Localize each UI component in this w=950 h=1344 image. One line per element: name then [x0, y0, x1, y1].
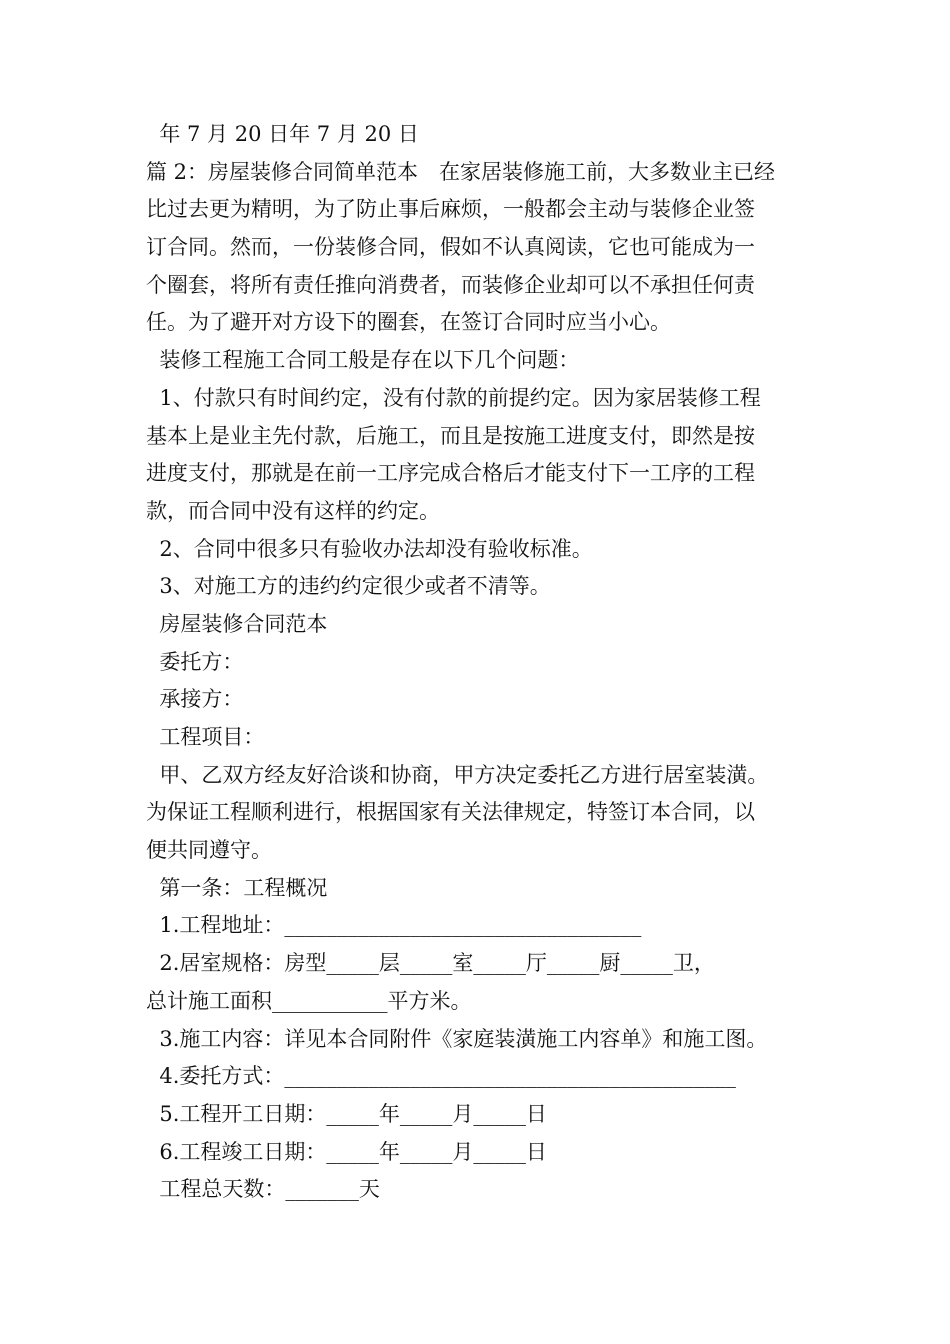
date-line: 年 7 月 20 日年 7 月 20 日 [146, 122, 419, 146]
body-text-line: 个圈套，将所有责任推向消费者，而装修企业却可以不承担任何责 [146, 272, 755, 297]
scope-field: 3.施工内容：详见本合同附件《家庭装潢施工内容单》和施工图。 [146, 1026, 768, 1051]
room-spec-field: 2.居室规格：房型_____层_____室_____厅_____厨_____卫， [146, 951, 715, 976]
commission-field: 4.委托方式：___________________________________________ [146, 1064, 736, 1089]
end-date-field: 6.工程竣工日期：_____年_____月_____日 [146, 1139, 547, 1164]
list-item-2: 2、合同中很多只有验收办法却没有验收标准。 [146, 536, 593, 561]
client-field: 委托方： [146, 649, 244, 674]
body-text-line: 任。为了避开对方设下的圈套，在签订合同时应当小心。 [146, 310, 671, 335]
section-intro-line: 装修工程施工合同工般是存在以下几个问题： [146, 348, 580, 373]
body-text-line: 进度支付，那就是在前一工序完成合格后才能支付下一工序的工程 [146, 461, 755, 486]
article-title-line: 篇 2：房屋装修合同简单范本 在家居装修施工前，大多数业主已经 [146, 159, 776, 184]
list-item-3: 3、对施工方的违约约定很少或者不清等。 [146, 574, 551, 599]
body-text-line: 为保证工程顺利进行，根据国家有关法律规定，特签订本合同，以 [146, 800, 755, 825]
body-text-line: 基本上是业主先付款，后施工，而且是按施工进度支付，即然是按 [146, 423, 755, 448]
project-field: 工程项目： [146, 725, 265, 749]
contractor-field: 承接方： [146, 687, 244, 712]
area-field: 总计施工面积___________平方米。 [146, 988, 472, 1013]
article-heading: 第一条：工程概况 [146, 875, 328, 900]
list-item-1: 1、付款只有时间约定，没有付款的前提约定。因为家居装修工程 [146, 385, 761, 410]
total-days-field: 工程总天数：_______天 [146, 1177, 380, 1202]
address-field: 1.工程地址：__________________________________ [146, 913, 642, 938]
contract-title: 房屋装修合同范本 [146, 611, 328, 636]
body-text-line: 款，而合同中没有这样的约定。 [146, 498, 440, 523]
body-text-line: 比过去更为精明，为了防止事后麻烦，一般都会主动与装修企业签 [146, 197, 755, 222]
body-text-line: 甲、乙双方经友好洽谈和协商，甲方决定委托乙方进行居室装潢。 [146, 762, 769, 787]
document-page [146, 116, 822, 1209]
body-text-line: 订合同。然而，一份装修合同，假如不认真阅读，它也可能成为一 [146, 235, 755, 260]
body-text-line: 便共同遵守。 [146, 838, 272, 863]
start-date-field: 5.工程开工日期：_____年_____月_____日 [146, 1101, 547, 1126]
